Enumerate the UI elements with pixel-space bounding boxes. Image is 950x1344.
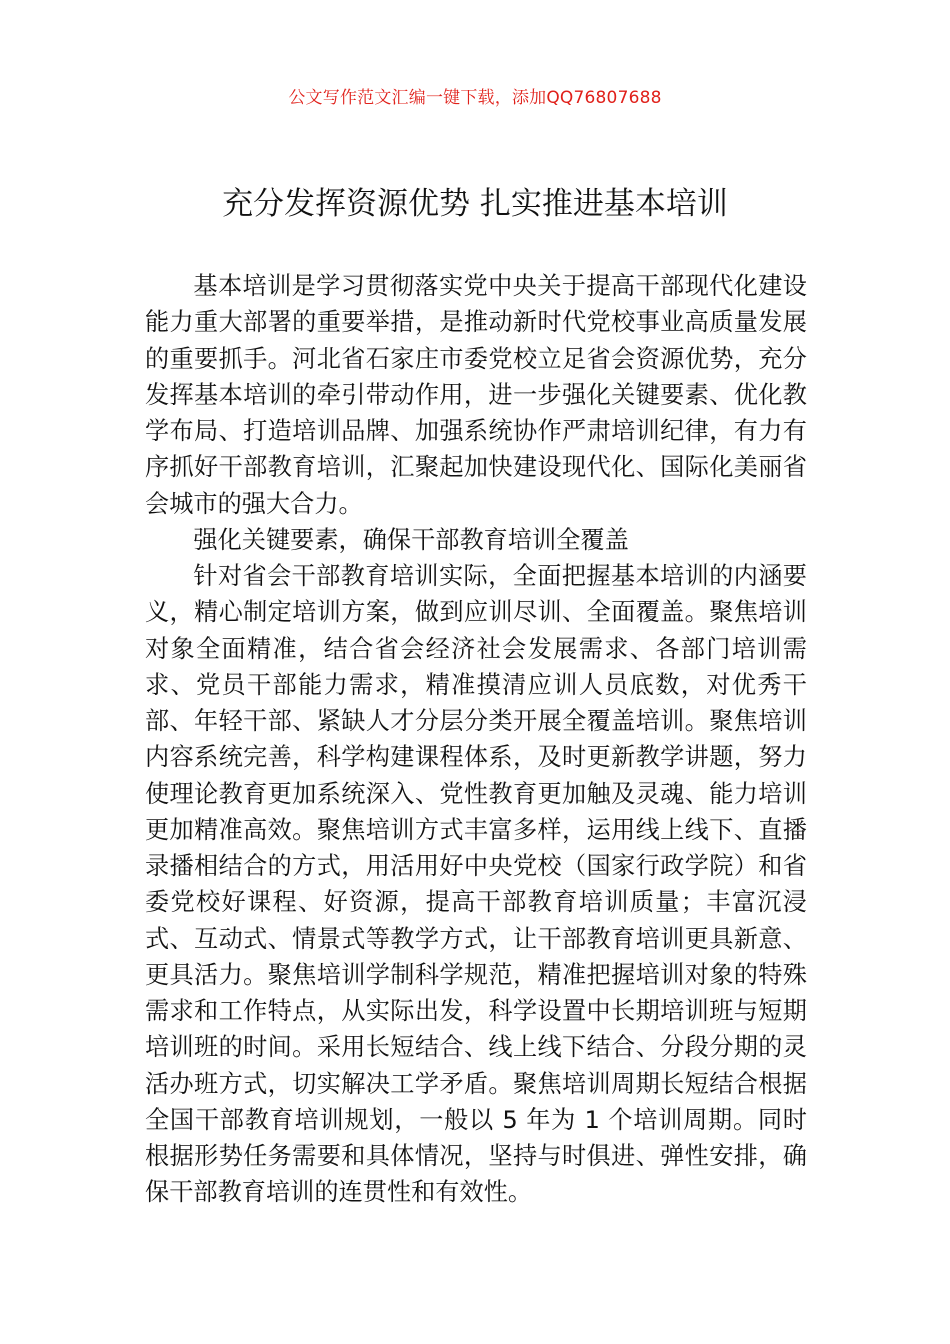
- paragraph-intro: 基本培训是学习贯彻落实党中央关于提高干部现代化建设能力重大部署的重要举措，是推动新时代党校事业高质量发展的重要抓手。河北省石家庄市委党校立足省会资源优势，充分发挥基本培训的牵引带动作用，进一步强化关键要素、优化教学布局、打造培训品牌、加强系统协作严肃培训纪律，有力有序抓好干部教育培训，汇聚起加快建设现代化、国际化美丽省会城市的强大合力。: [145, 272, 807, 518]
- document-title: 充分发挥资源优势 扎实推进基本培训: [222, 186, 728, 222]
- document-body: [145, 268, 807, 1211]
- paragraph-section-body: 针对省会干部教育培训实际，全面把握基本培训的内涵要义，精心制定培训方案，做到应训尽训、全面覆盖。聚焦培训对象全面精准，结合省会经济社会发展需求、各部门培训需求、党员干部能力需求，精准摸清应训人员底数，对优秀干部、年轻干部、紧缺人才分层分类开展全覆盖培训。聚焦培训内容系统完善，科学构建课程体系，及时更新教学讲题，努力使理论教育更加系统深入、党性教育更加触及灵魂、能力培训更加精准高效。聚焦培训方式丰富多样，运用线上线下、直播录播相结合的方式，用活用好中央党校（国家行政学院）和省委党校好课程、好资源，提高干部教育培训质量；丰富沉浸式、互动式、情景式等教学方式，让干部教育培训更具新意、更具活力。聚焦培训学制科学规范，精准把握培训对象的特殊需求和工作特点，从实际出发，科学设置中长期培训班与短期培训班的时间。采用长短结合、线上线下结合、分段分期的灵活办班方式，切实解决工学矛盾。聚焦培训周期长短结合根据全国干部教育培训规划，一般以 5 年为 1 个培训周期。同时根据形势任务需要和具体情况，坚持与时俱进、弹性安排，确保干部教育培训的连贯性和有效性。: [145, 562, 807, 1207]
- header-note: 公文写作范文汇编一键下载，添加QQ76807688: [288, 88, 662, 108]
- section-heading: 强化关键要素，确保干部教育培训全覆盖: [193, 525, 629, 554]
